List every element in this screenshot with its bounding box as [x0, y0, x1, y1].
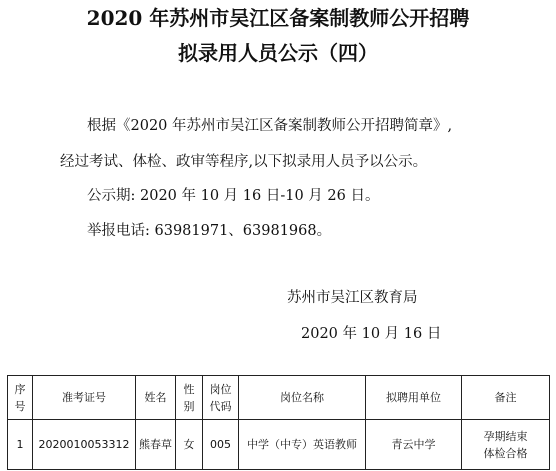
notice-title-line-1: 2020 年苏州市吴江区备案制教师公开招聘 — [86, 6, 470, 30]
header-remark: 备注 — [462, 376, 550, 420]
cell-employer: 青云中学 — [366, 420, 462, 470]
notice-title-line-2: 拟录用人员公示（四） — [178, 41, 378, 65]
cell-post-name: 中学（中专）英语教师 — [239, 420, 366, 470]
cell-seq: 1 — [8, 420, 33, 470]
cell-remark: 孕期结束 体检合格 — [462, 420, 550, 470]
cell-name: 熊春草 — [136, 420, 176, 470]
table-row — [8, 420, 550, 470]
cell-post-code: 005 — [203, 420, 239, 470]
body-paragraph-procedure: 经过考试、体检、政审等程序,以下拟录用人员予以公示。 — [60, 154, 428, 170]
body-paragraph-hotline: 举报电话: 63981971、63981968。 — [87, 223, 332, 239]
header-employer: 拟聘用单位 — [366, 376, 462, 420]
table-header-row — [8, 376, 550, 420]
header-gender: 性 别 — [176, 376, 203, 420]
cell-exam-id: 2020010053312 — [33, 420, 136, 470]
header-post-name: 岗位名称 — [239, 376, 366, 420]
signature-organization: 苏州市吴江区教育局 — [287, 290, 418, 306]
body-paragraph-basis: 根据《2020 年苏州市吴江区备案制教师公开招聘简章》, — [87, 118, 453, 134]
header-name: 姓名 — [136, 376, 176, 420]
body-paragraph-period: 公示期: 2020 年 10 月 16 日-10 月 26 日。 — [87, 188, 380, 204]
header-post-code: 岗位 代码 — [203, 376, 239, 420]
header-seq: 序 号 — [8, 376, 33, 420]
header-exam-id: 准考证号 — [33, 376, 136, 420]
cell-gender: 女 — [176, 420, 203, 470]
hiring-roster-table — [7, 375, 550, 470]
signature-date: 2020 年 10 月 16 日 — [301, 326, 442, 342]
